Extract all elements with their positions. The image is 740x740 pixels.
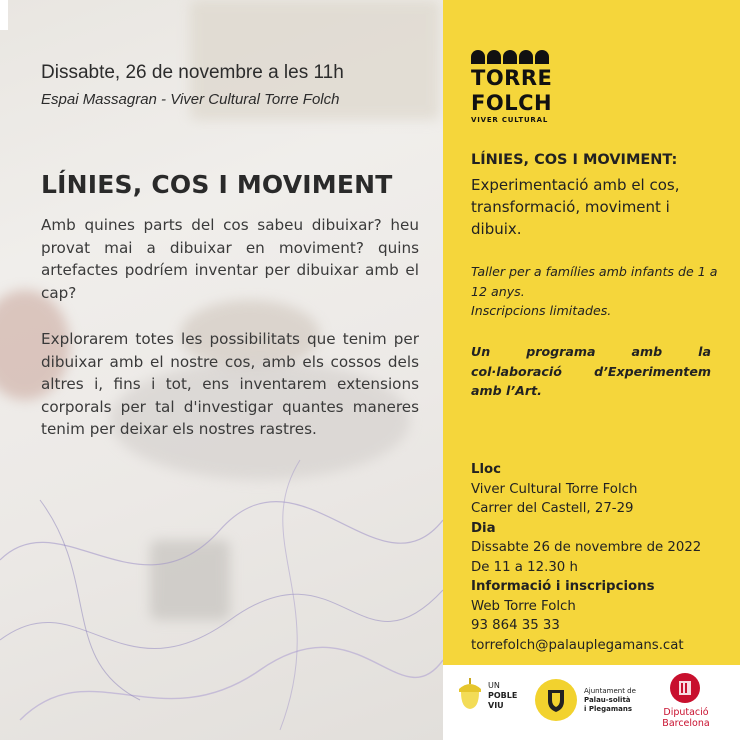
diputacio-logo-text: [657, 707, 715, 729]
dip-line-1: Diputació: [663, 707, 709, 718]
place-address: Carrer del Castell, 27-29: [471, 501, 634, 516]
day-date: Dissabte 26 de novembre de 2022: [471, 540, 702, 555]
logo-word-2: FOLCH: [471, 91, 553, 115]
event-info: [471, 460, 701, 655]
info-panel: [443, 0, 740, 665]
contact-web[interactable]: Web Torre Folch: [471, 598, 576, 614]
workshop-title: LÍNIES, COS I MOVIMENT:: [471, 152, 678, 168]
day-time: De 11 a 12.30 h: [471, 559, 578, 575]
place-label: Lloc: [471, 462, 502, 477]
event-place: Espai Massagran - Viver Cultural Torre Folch: [41, 91, 340, 108]
corner-mark: [0, 0, 8, 30]
upv-word-3: VIU: [488, 701, 504, 710]
ajt-line-1: Ajuntament de: [584, 687, 636, 695]
program-note: Un programa amb la col·laboració d’Experimentem amb l’Art.: [471, 344, 711, 398]
upv-word-2: POBLE: [488, 691, 518, 700]
day-label: Dia: [471, 520, 496, 536]
upv-word-1: UN: [488, 681, 500, 690]
event-date-time: Dissabte, 26 de novembre a les 11h: [41, 62, 344, 83]
ajuntament-logo-text: [584, 687, 636, 714]
sponsor-logos: [443, 665, 740, 740]
ajt-line-3: i Plegamans: [584, 705, 633, 713]
contact-email[interactable]: torrefolch@palauplegamans.cat: [471, 637, 684, 653]
page-title: LÍNIES, COS I MOVIMENT: [41, 170, 393, 199]
un-poble-viu-logo: [488, 681, 517, 711]
logo-arches-icon: [471, 50, 552, 64]
dip-line-2: Barcelona: [662, 718, 710, 729]
logo-word-1: TORRE: [471, 66, 553, 90]
place-name: Viver Cultural Torre Folch: [471, 481, 638, 497]
contact-phone[interactable]: 93 864 35 33: [471, 618, 560, 633]
contact-label: Informació i inscripcions: [471, 579, 655, 594]
description-paragraph: Explorarem totes les possibilitats que tenim per dibuixar amb el nostre cos, amb els cossos dels altres i, fins i tot, ens inventarem extensions corporals per tal d'investigar quantes maneres tenim per deixar els nostres rastres.: [41, 330, 419, 439]
intro-paragraph: Amb quines parts del cos sabeu dibuixar? heu provat mai a dibuixar en moviment? quins artefactes podríem inventar per dibuixar amb el cap?: [41, 216, 419, 302]
limited-places-line: Inscripcions limitades.: [471, 303, 612, 318]
logo-subtitle: VIVER CULTURAL: [471, 116, 549, 124]
audience-line: Taller per a famílies amb infants de 1 a 12 anys.: [471, 264, 718, 299]
workshop-subtitle: Experimentació amb el cos, transformació, moviment i dibuix.: [471, 176, 680, 238]
torre-folch-logo: [471, 50, 552, 124]
background-scribbles: [0, 440, 443, 740]
diputacio-seal-icon: [670, 673, 700, 703]
ajuntament-seal-icon: [535, 679, 577, 721]
acorn-icon: [455, 675, 485, 711]
workshop-audience: [471, 262, 721, 321]
ajt-line-2: Palau-solità: [584, 696, 631, 704]
